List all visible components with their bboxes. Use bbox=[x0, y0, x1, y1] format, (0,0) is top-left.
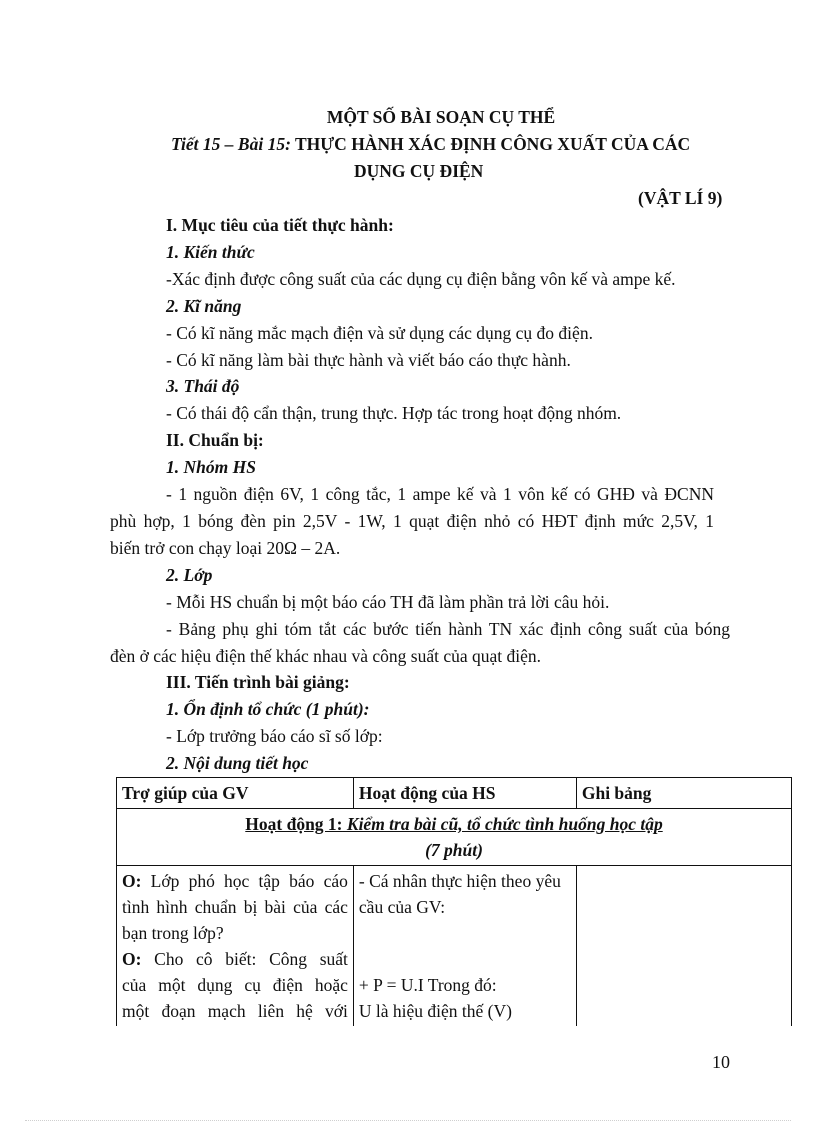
gv-content-cell bbox=[117, 866, 354, 1027]
table-header-gv: Trợ giúp của GV bbox=[117, 778, 354, 809]
lesson-title-line-2: DỤNG CỤ ĐIỆN bbox=[354, 161, 484, 181]
gv-question-1-label: O: bbox=[122, 871, 142, 891]
lesson-prefix: Tiết 15 – Bài 15: bbox=[171, 134, 291, 154]
section-1-sub-3-text: - Có thái độ cẩn thận, trung thực. Hợp tác trong hoạt động nhóm. bbox=[166, 403, 622, 423]
section-1-sub-2-text-1: - Có kĩ năng mắc mạch điện và sử dụng các dụng cụ đo điện. bbox=[166, 323, 593, 343]
hs-activity-line-1: - Cá nhân thực hiện theo yêu bbox=[358, 871, 561, 891]
section-2-sub-1-line-1: - 1 nguồn điện 6V, 1 công tắc, 1 ampe kế và 1 vôn kế có GHĐ và ĐCNN bbox=[166, 484, 714, 504]
lesson-title-part-1: THỰC HÀNH XÁC ĐỊNH CÔNG XUẤT CỦA CÁC bbox=[290, 134, 691, 154]
section-1-heading: I. Mục tiêu của tiết thực hành: bbox=[166, 215, 394, 235]
activity-1-time: (7 phút) bbox=[425, 840, 483, 860]
hs-formula-line: + P = U.I Trong đó: bbox=[358, 975, 497, 995]
subject-label: (VẬT LÍ 9) bbox=[638, 188, 723, 208]
gv-question-1-line-1: Lớp phó học tập báo cáo bbox=[141, 871, 348, 891]
section-1-sub-2-text-2: - Có kĩ năng làm bài thực hành và viết báo cáo thực hành. bbox=[166, 350, 571, 370]
section-3-sub-1-text: - Lớp trưởng báo cáo sĩ số lớp: bbox=[166, 726, 383, 746]
lesson-plan-table bbox=[116, 777, 792, 1026]
section-1-sub-1-text: -Xác định được công suất của các dụng cụ điện bằng vôn kế và ampe kế. bbox=[166, 269, 676, 289]
hs-content-cell bbox=[353, 866, 576, 1027]
page-number: 10 bbox=[712, 1052, 730, 1072]
section-2-sub-2: 2. Lớp bbox=[166, 565, 213, 585]
gv-question-1-line-2: tình hình chuẩn bị bài của các bbox=[122, 897, 348, 917]
activity-1-cell bbox=[117, 809, 792, 866]
activity-1-label: Hoạt động 1: bbox=[245, 814, 343, 834]
gv-question-2-label: O: bbox=[122, 949, 142, 969]
gv-question-1-line-3: bạn trong lớp? bbox=[122, 923, 224, 943]
section-3-sub-2: 2. Nội dung tiết học bbox=[166, 753, 309, 773]
table-activity-row bbox=[117, 809, 792, 866]
section-3-sub-1: 1. Ổn định tổ chức (1 phút): bbox=[166, 699, 370, 719]
section-2-sub-2-line-2a: - Bảng phụ ghi tóm tắt các bước tiến hành TN xác định công suất của bóng bbox=[166, 619, 730, 639]
lesson-title-line-1 bbox=[171, 131, 690, 157]
section-3-heading: III. Tiến trình bài giảng: bbox=[166, 672, 350, 692]
section-2-sub-1: 1. Nhóm HS bbox=[166, 457, 256, 477]
section-2-sub-2-text-1: - Mỗi HS chuẩn bị một báo cáo TH đã làm phần trả lời câu hỏi. bbox=[166, 592, 610, 612]
section-1-sub-1: 1. Kiến thức bbox=[166, 242, 255, 262]
section-2-heading: II. Chuẩn bị: bbox=[166, 430, 264, 450]
document-title: MỘT SỐ BÀI SOẠN CỤ THỂ bbox=[326, 107, 556, 127]
table-header-hs: Hoạt động của HS bbox=[353, 778, 576, 809]
section-2-sub-2-line-2b: đèn ở các hiệu điện thế khác nhau và công suất của quạt điện. bbox=[110, 646, 542, 666]
gv-question-2-line-3: một đoạn mạch liên hệ với bbox=[122, 1001, 348, 1021]
hs-activity-line-2: cầu của GV: bbox=[358, 897, 446, 917]
table-header-row bbox=[117, 778, 792, 809]
ghi-bang-content-cell bbox=[576, 866, 791, 1027]
gv-question-2-line-2: của một dụng cụ điện hoặc bbox=[122, 975, 348, 995]
section-2-sub-1-line-3: biến trở con chạy loại 20Ω – 2A. bbox=[110, 538, 341, 558]
section-2-sub-1-line-2: phù hợp, 1 bóng đèn pin 2,5V - 1W, 1 quạt điện nhỏ có HĐT định mức 2,5V, 1 bbox=[110, 511, 714, 531]
footer-divider bbox=[25, 1120, 791, 1121]
section-1-sub-2: 2. Kĩ năng bbox=[166, 296, 242, 316]
hs-definition-line: U là hiệu điện thế (V) bbox=[358, 1001, 512, 1021]
section-1-sub-3: 3. Thái độ bbox=[166, 376, 240, 396]
gv-question-2-line-1: Cho cô biết: Công suất bbox=[141, 949, 348, 969]
table-header-ghi-bang: Ghi bảng bbox=[576, 778, 791, 809]
table-content-row bbox=[117, 866, 792, 1027]
activity-1-title: Kiểm tra bài cũ, tổ chức tình huống học tập bbox=[342, 814, 663, 834]
